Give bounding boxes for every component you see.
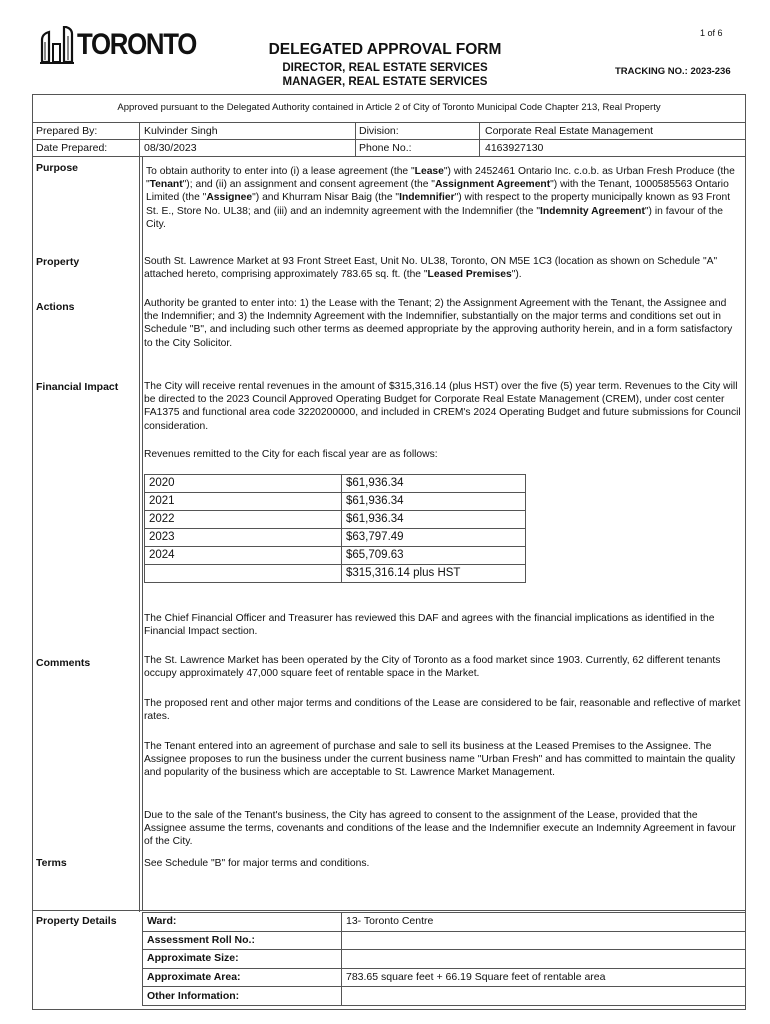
tracking-number: TRACKING NO.: 2023-236 xyxy=(615,66,731,77)
terms-label: Terms xyxy=(36,857,67,869)
comments-label: Comments xyxy=(36,657,91,669)
revenue-year: 2020 xyxy=(145,475,342,493)
table-row xyxy=(143,913,746,932)
detail-label: Assessment Roll No.: xyxy=(143,931,342,950)
detail-label: Approximate Size: xyxy=(143,950,342,969)
revenue-amount: $65,709.63 xyxy=(342,547,526,565)
form-title: DELEGATED APPROVAL FORM xyxy=(268,41,502,58)
detail-label: Approximate Area: xyxy=(143,968,342,987)
detail-value xyxy=(342,950,746,969)
purpose-text: To obtain authority to enter into (i) a lease agreement (the "Lease") with 2452461 Ontario Inc. c.o.b. as Urban Fresh Produce (the "Tenant"); and (ii) an assignment and consent agreement (the "Assignment Agreement") with the Tenant, 1000585563 Ontario Limited (the "Assignee") and Khurram Nisar Baig (the "Indemnifier") with respect to the property municipally known as 93 Front St. E., Store No. UL38; and (iii) and an indemnity agreement with the Indemnifier (the "Indemnity Agreement") in favour of the City. xyxy=(146,166,735,230)
detail-value xyxy=(342,987,746,1006)
detail-label: Ward: xyxy=(143,913,342,932)
prepared-by-label: Prepared By: xyxy=(36,125,98,137)
revenue-total: $315,316.14 plus HST xyxy=(342,565,526,583)
subtitle-line-1: DIRECTOR, REAL ESTATE SERVICES xyxy=(282,62,488,74)
comment-paragraph: The St. Lawrence Market has been operated by the City of Toronto as a food market since 1903. Currently, 62 different tenants occupy approximately 47,000 square feet of rentable space in the Market. xyxy=(144,655,721,680)
detail-value xyxy=(342,931,746,950)
table-row xyxy=(143,968,746,987)
cfo-review-text: The Chief Financial Officer and Treasurer has reviewed this DAF and agrees with the financial implications as identified in the Financial Impact section. xyxy=(144,613,715,638)
terms-text: See Schedule "B" for major terms and conditions. xyxy=(144,858,370,869)
revenue-year: 2022 xyxy=(145,511,342,529)
total-row xyxy=(145,565,526,583)
table-row xyxy=(145,511,526,529)
property-label: Property xyxy=(36,256,80,268)
purpose-label: Purpose xyxy=(36,162,79,174)
comment-paragraph: The Tenant entered into an agreement of purchase and sale to sell its business at the Leased Premises to the Assignee. The Assignee proposes to run the business under the current business name "Urban Fresh" and has committed to maintain the quality and popularity of the business which are acceptable to St. Lawrence Market Management. xyxy=(144,741,736,779)
revenue-amount: $61,936.34 xyxy=(342,493,526,511)
revenues-intro: Revenues remitted to the City for each fiscal year are as follows: xyxy=(144,449,438,460)
revenue-amount: $61,936.34 xyxy=(342,475,526,493)
detail-value: 783.65 square feet + 66.19 Square feet of rentable area xyxy=(342,968,746,987)
table-row xyxy=(145,493,526,511)
detail-label: Other Information: xyxy=(143,987,342,1006)
table-row xyxy=(143,950,746,969)
financial-impact-text: The City will receive rental revenues in the amount of $315,316.14 (plus HST) over the five (5) year term. Revenues to the City will be directed to the 2023 Council Approved Operating Budget for Corporate Real Estate Management (CREM), under cost center FA1375 and functional area code 3220200000, and included in CREM's 2024 Operating Budget and future submissions for Council consideration. xyxy=(144,381,741,432)
comment-paragraph: The proposed rent and other major terms and conditions of the Lease are considered to be fair, reasonable and reflective of market rates. xyxy=(144,698,741,723)
revenue-amount: $63,797.49 xyxy=(342,529,526,547)
info-divider xyxy=(479,122,480,156)
financial-impact-label: Financial Impact xyxy=(36,381,119,393)
logo-text: TORONTO xyxy=(77,28,197,61)
total-year-cell xyxy=(145,565,342,583)
revenue-year: 2024 xyxy=(145,547,342,565)
date-prepared-label: Date Prepared: xyxy=(36,142,108,154)
table-row xyxy=(145,529,526,547)
property-details-label: Property Details xyxy=(36,915,117,927)
label-column-divider xyxy=(139,122,140,912)
detail-value: 13- Toronto Centre xyxy=(342,913,746,932)
table-row xyxy=(145,547,526,565)
phone-value: 4163927130 xyxy=(485,142,544,154)
property-details-table xyxy=(142,912,746,1006)
actions-text: Authority be granted to enter into: 1) the Lease with the Tenant; 2) the Assignment Agreement with the Tenant, the Assignee and the Indemnifier; and 3) the Indemnity Agreement with the Indemnifier, substantially on the major terms and conditions set out in Schedule "B", and including such other terms as deemed appropriate by the approving authority herein, and in a form satisfactory to the City Solicitor. xyxy=(144,298,733,349)
content-column-divider xyxy=(142,156,143,910)
revenue-year: 2023 xyxy=(145,529,342,547)
info-divider xyxy=(355,122,356,156)
approved-statement: Approved pursuant to the Delegated Authority contained in Article 2 of City of Toronto Municipal Code Chapter 213, Real Property xyxy=(117,102,661,113)
table-row xyxy=(143,987,746,1006)
division-value: Corporate Real Estate Management xyxy=(485,125,654,137)
subtitle-line-2: MANAGER, REAL ESTATE SERVICES xyxy=(282,76,488,88)
date-prepared-value: 08/30/2023 xyxy=(144,142,197,154)
property-text: South St. Lawrence Market at 93 Front Street East, Unit No. UL38, Toronto, ON M5E 1C3 (location as shown on Schedule "A" attached hereto, comprising approximately 783.65 sq. ft. (the "Leased Premises"). xyxy=(144,256,718,281)
comment-paragraph: Due to the sale of the Tenant's business, the City has agreed to consent to the assignment of the Lease, provided that the Assignee assume the terms, covenants and conditions of the lease and the Indemnifier execute an Indemnity Agreement in favour of the City. xyxy=(144,810,736,848)
prepared-by-value: Kulvinder Singh xyxy=(144,125,218,137)
table-row xyxy=(145,475,526,493)
division-label: Division: xyxy=(359,125,399,137)
divider xyxy=(32,910,746,911)
table-row xyxy=(143,931,746,950)
revenue-amount: $61,936.34 xyxy=(342,511,526,529)
actions-label: Actions xyxy=(36,301,75,313)
page-indicator: 1 of 6 xyxy=(700,28,723,38)
revenue-table xyxy=(144,474,526,583)
phone-label: Phone No.: xyxy=(359,142,412,154)
revenue-year: 2021 xyxy=(145,493,342,511)
